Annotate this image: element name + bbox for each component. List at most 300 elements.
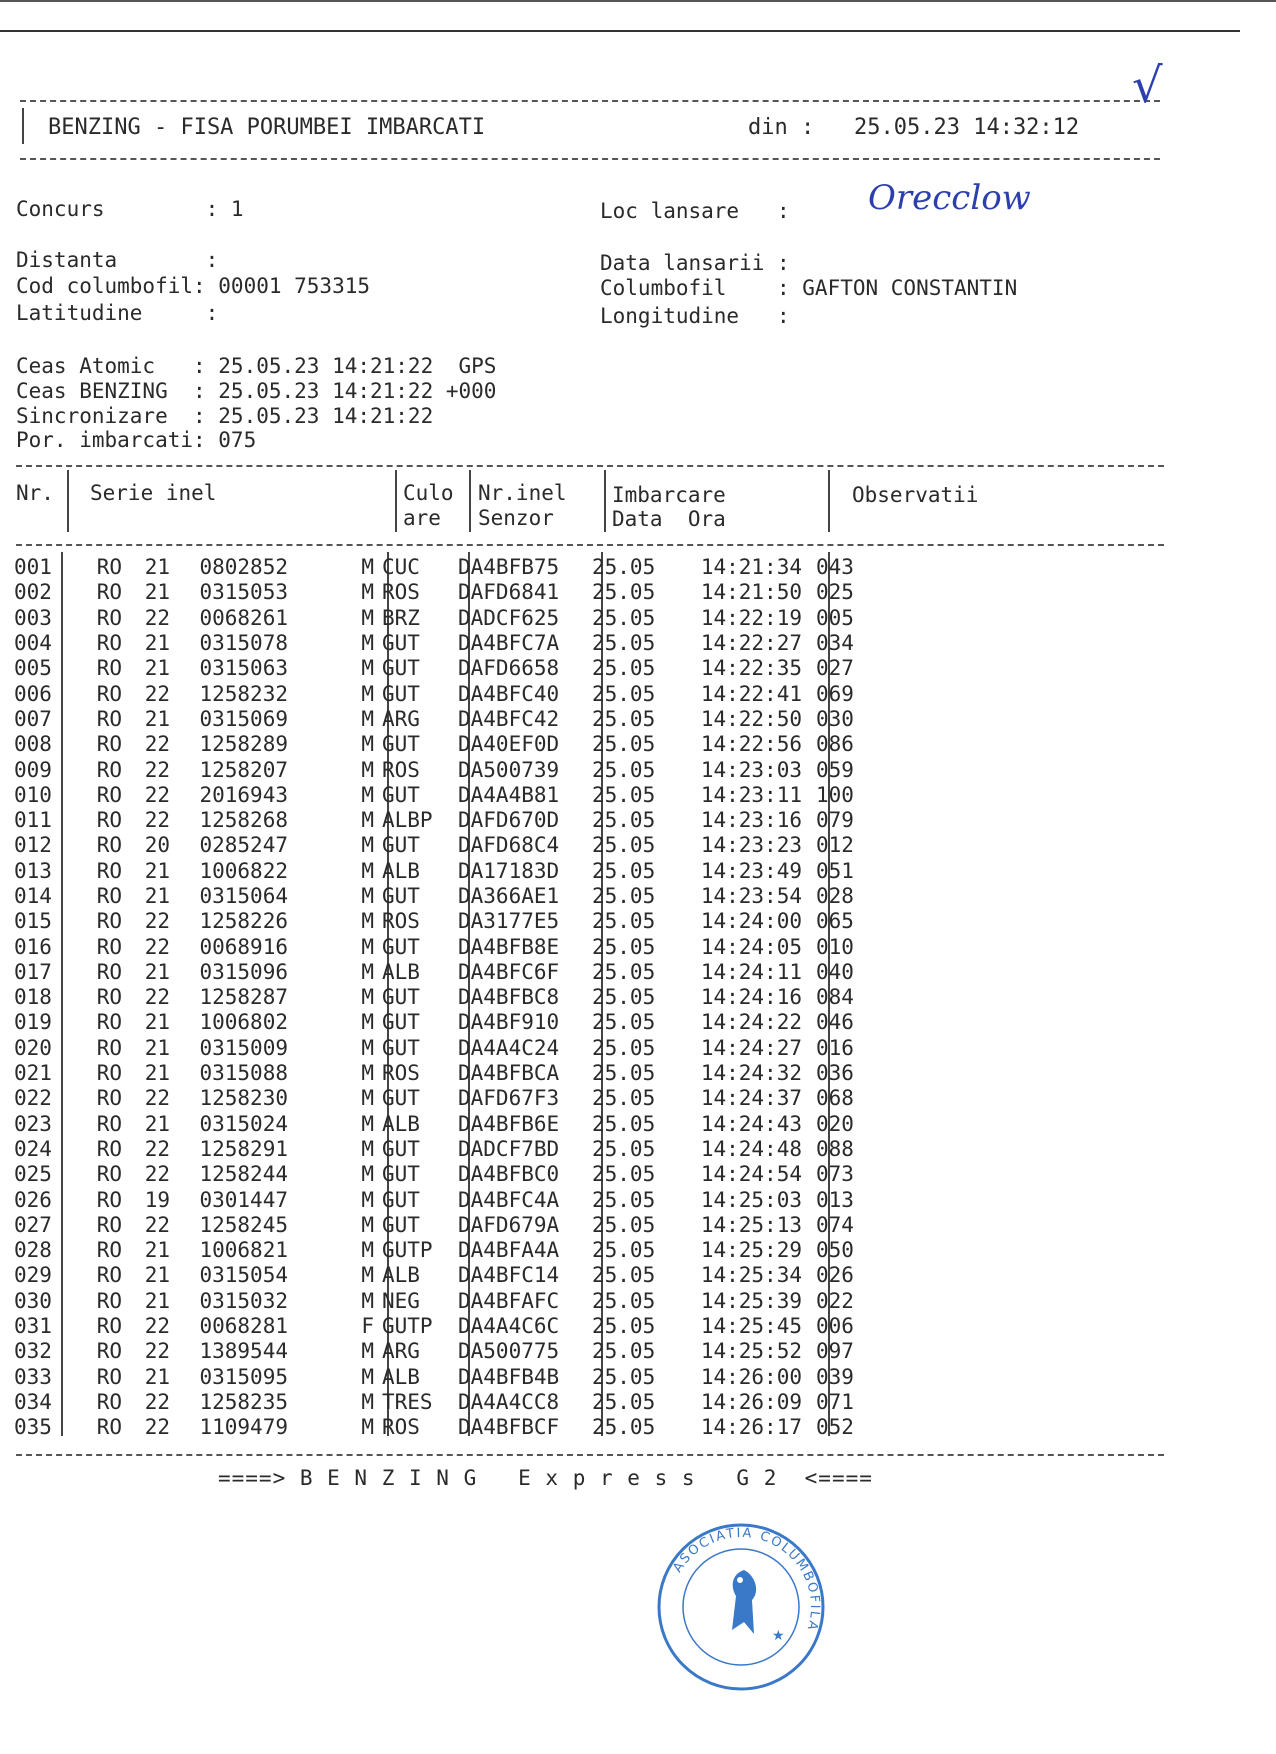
header-imbarcare-2: Data Ora [612,507,726,531]
row-sensor: DA500739 [458,757,560,782]
col-divider [395,470,397,532]
stamp-text: ASOCIATIA COLUMBOFILA [670,1525,823,1634]
row-year: 21 [144,631,170,656]
row-year: 21 [144,706,170,731]
row-ring: 0285247 [199,833,288,858]
row-sensor: DA40EF0D [458,732,560,757]
row-sensor: DA4A4CC8 [458,1389,560,1414]
row-nr: 013 [14,858,52,883]
row-sensor: DA4BFBCF [458,1415,560,1440]
row-time: 14:24:27 [700,1035,802,1060]
row-ring: 0315053 [199,580,288,605]
row-year: 21 [144,1010,170,1035]
row-nr: 027 [14,1212,52,1237]
row-nr: 014 [14,884,52,908]
row-observation: 043 [816,555,854,580]
document-datetime: 25.05.23 14:32:12 [854,115,1080,140]
row-sex: M [361,1162,374,1187]
row-sex: M [361,1086,374,1111]
row-color: GUT [382,631,420,656]
row-observation: 020 [816,1111,854,1136]
row-ring: 0315009 [199,1035,288,1060]
row-year: 21 [144,1263,170,1288]
table-row [14,934,854,959]
row-country: RO [96,1086,122,1111]
row-date: 25.05 [592,1314,656,1339]
table-row [14,783,854,808]
row-ring: 1258287 [199,985,288,1010]
row-color: GUT [382,732,420,757]
row-sex: F [361,1314,374,1339]
row-observation: 079 [816,808,854,833]
row-ring: 2016943 [199,782,288,807]
row-time: 14:26:00 [700,1364,802,1389]
table-row [14,1365,854,1390]
row-sex: M [361,782,374,807]
row-sex: M [361,631,374,656]
row-date: 25.05 [592,1035,656,1060]
row-nr: 029 [14,1263,52,1288]
row-time: 14:26:17 [700,1415,802,1440]
row-color: GUT [382,1086,420,1111]
table-bottom-rule [16,1454,1164,1456]
row-year: 21 [144,656,170,681]
row-ring: 1109479 [199,1415,288,1440]
row-country: RO [96,1238,122,1263]
table-row [14,1314,854,1339]
row-year: 21 [144,1061,170,1086]
row-ring: 0315024 [199,1111,288,1136]
row-nr: 028 [14,1238,52,1263]
header-nr-inel-1: Nr.inel [478,481,567,505]
row-nr: 001 [14,555,52,580]
row-sensor: DA17183D [458,858,560,883]
row-sex: M [361,732,374,757]
header-culoare-2: are [403,506,441,530]
row-sensor: DA3177E5 [458,909,560,934]
row-color: ROS [382,1415,420,1440]
row-year: 21 [144,959,170,984]
row-time: 14:24:43 [700,1111,802,1136]
table-header-rule [16,544,1164,546]
row-sex: M [361,1415,374,1440]
row-sensor: DA4BFC4A [458,1187,560,1212]
row-country: RO [96,631,122,656]
row-country: RO [96,909,122,934]
row-country: RO [96,681,122,706]
header-culoare-1: Culo [403,481,454,505]
row-country: RO [96,959,122,984]
row-observation: 088 [816,1136,854,1161]
row-color: GUT [382,1010,420,1035]
row-time: 14:22:27 [700,631,802,656]
row-observation: 025 [816,580,854,605]
row-sex: M [361,808,374,833]
row-time: 14:25:39 [700,1288,802,1313]
row-sensor: DA4BFB4B [458,1364,560,1389]
row-sensor: DADCF625 [458,605,560,630]
sincronizare-field: Sincronizare : 25.05.23 14:21:22 [16,404,434,428]
loc-lansare-field: Loc lansare : [600,199,790,223]
row-color: TRES [382,1389,433,1414]
row-color: ALB [382,959,420,984]
row-observation: 051 [816,858,854,883]
svg-text:★: ★ [772,1628,785,1644]
table-row [14,1390,854,1415]
row-observation: 074 [816,1212,854,1237]
row-date: 25.05 [592,1389,656,1414]
row-time: 14:22:19 [700,605,802,630]
row-date: 25.05 [592,757,656,782]
row-sex: M [361,1263,374,1288]
row-time: 14:25:52 [700,1339,802,1364]
row-sensor: DAFD670D [458,808,560,833]
row-nr: 008 [14,732,52,757]
row-year: 22 [144,808,170,833]
row-time: 14:21:34 [700,555,802,580]
row-year: 21 [144,555,170,580]
row-date: 25.05 [592,833,656,858]
row-year: 20 [144,833,170,858]
row-ring: 1258235 [199,1389,288,1414]
row-date: 25.05 [592,706,656,731]
table-row [14,631,854,656]
row-nr: 031 [14,1314,52,1339]
row-sensor: DA4BF910 [458,1010,560,1035]
row-color: GUT [382,884,420,908]
table-row [14,1010,854,1035]
table-row [14,606,854,631]
row-date: 25.05 [592,555,656,580]
row-sensor: DA4BFBC8 [458,985,560,1010]
row-date: 25.05 [592,1238,656,1263]
row-observation: 016 [816,1035,854,1060]
row-observation: 028 [816,884,854,908]
pigeon-icon [732,1570,756,1634]
row-time: 14:25:03 [700,1187,802,1212]
row-country: RO [96,1061,122,1086]
row-sensor: DA4BFB6E [458,1111,560,1136]
concurs-field: Concurs : 1 [16,197,244,221]
row-ring: 1258244 [199,1162,288,1187]
row-year: 22 [144,1389,170,1414]
table-row [14,1036,854,1061]
row-color: ROS [382,580,420,605]
row-country: RO [96,833,122,858]
row-country: RO [96,1314,122,1339]
row-country: RO [96,884,122,908]
table-row [14,859,854,884]
row-color: ALB [382,1111,420,1136]
row-date: 25.05 [592,1162,656,1187]
row-color: ARG [382,1339,420,1364]
check-mark: √ [1132,58,1163,114]
row-date: 25.05 [592,1415,656,1440]
row-time: 14:26:09 [700,1389,802,1414]
row-year: 22 [144,909,170,934]
row-color: ROS [382,1061,420,1086]
table-row [14,656,854,681]
distanta-field: Distanta : [16,248,219,272]
row-date: 25.05 [592,681,656,706]
row-color: GUT [382,1136,420,1161]
row-country: RO [96,1339,122,1364]
row-ring: 1258245 [199,1212,288,1237]
row-nr: 017 [14,959,52,984]
row-observation: 065 [816,909,854,934]
row-color: GUT [382,1187,420,1212]
row-country: RO [96,985,122,1010]
row-nr: 025 [14,1162,52,1187]
header-left-bar [22,108,24,144]
row-time: 14:24:48 [700,1136,802,1161]
row-date: 25.05 [592,605,656,630]
row-country: RO [96,1364,122,1389]
table-row [14,960,854,985]
cod-columbofil-field: Cod columbofil: 00001 753315 [16,274,371,298]
row-date: 25.05 [592,985,656,1010]
table-row [14,833,854,858]
table-row [14,732,854,757]
row-color: GUT [382,934,420,959]
row-sensor: DA4BFB75 [458,555,560,580]
row-sex: M [361,833,374,858]
row-time: 14:24:32 [700,1061,802,1086]
row-date: 25.05 [592,1339,656,1364]
row-year: 21 [144,580,170,605]
row-nr: 004 [14,631,52,656]
table-row [14,1061,854,1086]
row-country: RO [96,1415,122,1440]
row-sex: M [361,1061,374,1086]
row-date: 25.05 [592,656,656,681]
row-date: 25.05 [592,732,656,757]
row-color: GUT [382,833,420,858]
col-divider [604,470,606,532]
col-divider [828,470,830,532]
row-country: RO [96,1035,122,1060]
row-observation: 086 [816,732,854,757]
row-year: 22 [144,985,170,1010]
document-title: BENZING - FISA PORUMBEI IMBARCATI [48,115,486,140]
row-country: RO [96,732,122,757]
row-nr: 021 [14,1061,52,1086]
row-ring: 0315054 [199,1263,288,1288]
row-nr: 024 [14,1136,52,1161]
table-row [14,1086,854,1111]
row-date: 25.05 [592,1010,656,1035]
row-date: 25.05 [592,1288,656,1313]
row-country: RO [96,808,122,833]
row-time: 14:23:23 [700,833,802,858]
row-sensor: DADCF7BD [458,1136,560,1161]
row-ring: 1258207 [199,757,288,782]
row-color: GUT [382,681,420,706]
row-time: 14:25:13 [700,1212,802,1237]
row-sensor: DA4BFAFC [458,1288,560,1313]
row-year: 22 [144,732,170,757]
row-date: 25.05 [592,858,656,883]
row-sensor: DA4A4C6C [458,1314,560,1339]
row-country: RO [96,1010,122,1035]
row-sex: M [361,884,374,908]
row-ring: 1258232 [199,681,288,706]
row-nr: 035 [14,1415,52,1440]
row-year: 21 [144,1035,170,1060]
row-observation: 005 [816,605,854,630]
row-year: 22 [144,1162,170,1187]
row-sex: M [361,1136,374,1161]
row-observation: 030 [816,706,854,731]
row-nr: 019 [14,1010,52,1035]
row-observation: 046 [816,1010,854,1035]
row-nr: 022 [14,1086,52,1111]
row-sex: M [361,681,374,706]
col-divider [469,470,471,532]
row-ring: 1258268 [199,808,288,833]
row-nr: 006 [14,681,52,706]
row-ring: 0315032 [199,1288,288,1313]
row-nr: 011 [14,808,52,833]
association-stamp [654,1520,828,1694]
header-imbarcare-1: Imbarcare [612,483,726,507]
row-observation: 073 [816,1162,854,1187]
row-observation: 012 [816,833,854,858]
table-row [14,884,854,909]
row-color: CUC [382,555,420,580]
row-nr: 007 [14,706,52,731]
header-top-rule [20,100,1160,102]
row-observation: 036 [816,1061,854,1086]
row-ring: 1258291 [199,1136,288,1161]
table-row [14,808,854,833]
row-time: 14:22:50 [700,706,802,731]
row-ring: 0315063 [199,656,288,681]
row-observation: 100 [816,782,854,807]
row-ring: 0068281 [199,1314,288,1339]
table-row [14,1339,854,1364]
row-ring: 0068916 [199,934,288,959]
row-observation: 059 [816,757,854,782]
row-date: 25.05 [592,1263,656,1288]
row-sensor: DA4BFBCA [458,1061,560,1086]
row-color: GUT [382,1035,420,1060]
row-observation: 050 [816,1238,854,1263]
din-label: din : [748,115,815,140]
row-color: ARG [382,706,420,731]
row-observation: 027 [816,656,854,681]
row-date: 25.05 [592,808,656,833]
row-sensor: DA4BFC40 [458,681,560,706]
row-country: RO [96,1111,122,1136]
row-ring: 1258289 [199,732,288,757]
row-sensor: DAFD6658 [458,656,560,681]
row-year: 21 [144,1364,170,1389]
row-ring: 0315069 [199,706,288,731]
row-color: GUTP [382,1314,433,1339]
ceas-benzing-field: Ceas BENZING : 25.05.23 14:21:22 +000 [16,379,497,403]
table-row [14,985,854,1010]
row-year: 21 [144,1238,170,1263]
row-sex: M [361,605,374,630]
table-row [14,580,854,605]
row-sensor: DA4A4C24 [458,1035,560,1060]
row-nr: 002 [14,580,52,605]
row-nr: 005 [14,656,52,681]
row-date: 25.05 [592,1187,656,1212]
row-nr: 003 [14,605,52,630]
row-year: 19 [144,1187,170,1212]
row-color: ROS [382,757,420,782]
row-sex: M [361,934,374,959]
row-time: 14:25:45 [700,1314,802,1339]
row-time: 14:24:00 [700,909,802,934]
row-time: 14:23:03 [700,757,802,782]
row-nr: 018 [14,985,52,1010]
row-sex: M [361,1187,374,1212]
row-color: GUT [382,1212,420,1237]
row-ring: 0315078 [199,631,288,656]
row-sex: M [361,985,374,1010]
row-time: 14:24:22 [700,1010,802,1035]
row-nr: 026 [14,1187,52,1212]
row-observation: 022 [816,1288,854,1313]
row-time: 14:25:34 [700,1263,802,1288]
row-country: RO [96,1187,122,1212]
row-country: RO [96,1136,122,1161]
row-country: RO [96,1389,122,1414]
row-country: RO [96,1288,122,1313]
row-year: 21 [144,1288,170,1313]
latitudine-field: Latitudine : [16,301,219,325]
row-observation: 013 [816,1187,854,1212]
row-nr: 015 [14,909,52,934]
row-date: 25.05 [592,1061,656,1086]
loc-lansare-handwritten: Orecclow [868,178,1031,218]
table-row [14,1415,854,1440]
row-country: RO [96,1212,122,1237]
row-time: 14:24:05 [700,934,802,959]
row-ring: 0802852 [199,555,288,580]
row-sensor: DA4BFC14 [458,1263,560,1288]
row-sensor: DAFD68C4 [458,833,560,858]
row-time: 14:23:54 [700,884,802,908]
row-ring: 1006821 [199,1238,288,1263]
row-sex: M [361,909,374,934]
row-time: 14:24:16 [700,985,802,1010]
table-row [14,1289,854,1314]
row-ring: 0301447 [199,1187,288,1212]
row-date: 25.05 [592,909,656,934]
header-nr: Nr. [16,481,54,505]
row-color: GUT [382,1162,420,1187]
row-country: RO [96,858,122,883]
row-ring: 1006802 [199,1010,288,1035]
row-year: 21 [144,858,170,883]
row-time: 14:24:11 [700,959,802,984]
row-time: 14:21:50 [700,580,802,605]
row-ring: 0315088 [199,1061,288,1086]
row-year: 22 [144,1314,170,1339]
row-color: GUT [382,656,420,681]
row-nr: 020 [14,1035,52,1060]
row-sensor: DA366AE1 [458,884,560,908]
row-sex: M [361,555,374,580]
header-nr-inel-2: Senzor [478,506,554,530]
row-year: 22 [144,1339,170,1364]
row-ring: 1006822 [199,858,288,883]
row-sensor: DAFD679A [458,1212,560,1237]
